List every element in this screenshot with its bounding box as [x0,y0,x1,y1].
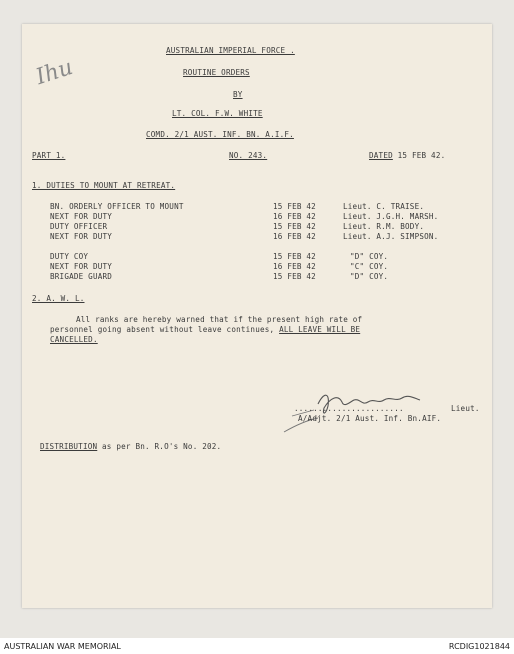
dated-value: 15 FEB 42. [397,151,446,160]
header-subtitle: ROUTINE ORDERS [183,68,250,77]
header-title: AUSTRALIAN IMPERIAL FORCE . [166,46,295,55]
awl-paragraph-line1: All ranks are hereby warned that if the present high rate of [76,315,363,324]
duty-date: 15 FEB 42 [273,222,316,231]
awl-text: personnel going absent without leave continues, [50,325,280,334]
duty-person: Lieut. J.G.H. MARSH. [343,212,439,221]
signature-dots: ....................... [294,404,404,413]
part-number: PART 1. [32,151,66,160]
duty-name: BN. ORDERLY OFFICER TO MOUNT [50,202,184,211]
duty-person: "C" COY. [350,262,389,271]
awl-paragraph-line3: CANCELLED. [50,335,98,344]
dated-label: DATED [369,151,393,160]
duty-date: 15 FEB 42 [273,202,316,211]
duty-name: NEXT FOR DUTY [50,212,113,221]
duty-name: NEXT FOR DUTY [50,262,113,271]
dated-field [369,151,445,160]
duty-date: 16 FEB 42 [273,262,316,271]
distribution-line [40,442,221,451]
duty-date: 15 FEB 42 [273,272,316,281]
duty-person: Lieut. C. TRAISE. [343,202,425,211]
header-unit: COMD. 2/1 AUST. INF. BN. A.I.F. [146,130,294,139]
duty-date: 15 FEB 42 [273,252,316,261]
duty-person: Lieut. A.J. SIMPSON. [343,232,439,241]
duty-name: DUTY COY [50,252,89,261]
duty-date: 16 FEB 42 [273,232,316,241]
archive-footer [0,640,514,654]
section1-heading: 1. DUTIES TO MOUNT AT RETREAT. [32,181,176,190]
footer-institution: AUSTRALIAN WAR MEMORIAL [4,642,121,651]
distribution-text: as per Bn. R.O's No. 202. [97,442,222,451]
duty-name: DUTY OFFICER [50,222,108,231]
duty-name: NEXT FOR DUTY [50,232,113,241]
awl-paragraph-line2 [50,325,360,334]
signature-rank: Lieut. [451,404,480,413]
distribution-label: DISTRIBUTION [40,442,98,451]
header-commander: LT. COL. F.W. WHITE [172,109,263,118]
duty-person: Lieut. R.M. BODY. [343,222,425,231]
footer-record-id: RCDIG1021844 [448,642,510,651]
order-number: NO. 243. [229,151,268,160]
signature-scrawl-icon [278,388,438,438]
duty-date: 16 FEB 42 [273,212,316,221]
section2-heading: 2. A. W. L. [32,294,85,303]
duty-person: "D" COY. [350,272,389,281]
awl-warning: ALL LEAVE WILL BE [279,325,361,334]
signature-title: A/Adjt. 2/1 Aust. Inf. Bn.AIF. [298,414,442,423]
handwritten-note: Ihu [33,54,76,91]
header-by: BY [233,90,243,99]
duty-person: "D" COY. [350,252,389,261]
duty-name: BRIGADE GUARD [50,272,113,281]
